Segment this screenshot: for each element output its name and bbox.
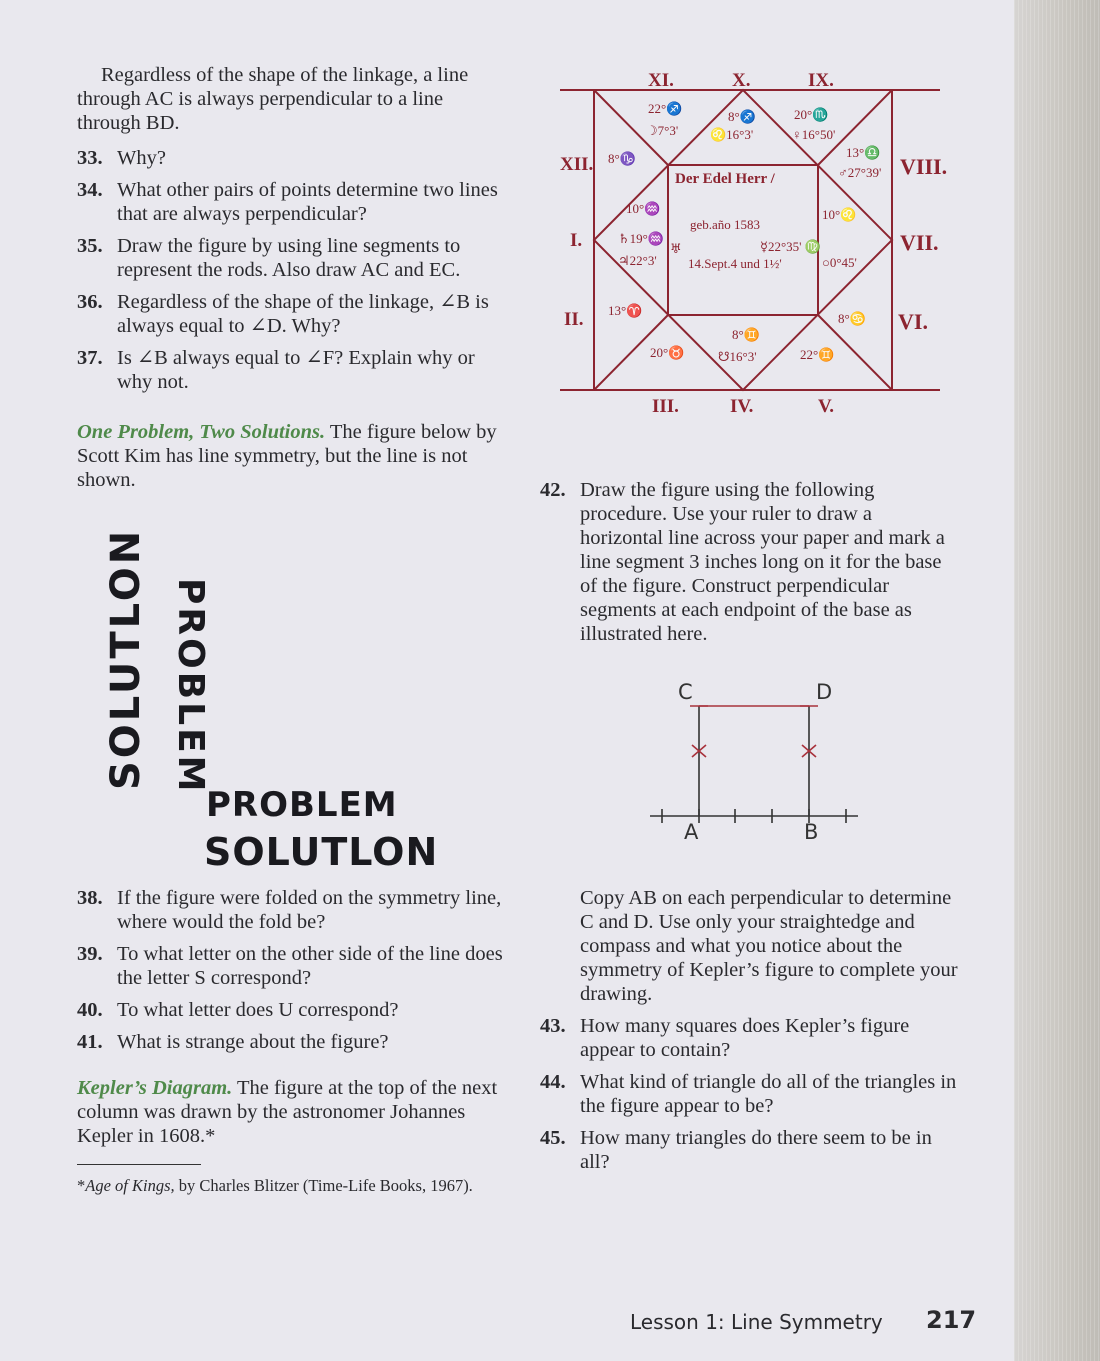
construction-lines	[640, 676, 870, 846]
ambigram-vertical-problem: PROBLEM	[170, 578, 211, 795]
question-number: 34.	[77, 179, 103, 201]
question-text: Regardless of the shape of the linkage, ∠B is always equal to ∠D. Why?	[117, 291, 489, 337]
intro-paragraph: Regardless of the shape of the linkage, a line through AC is always perpendicular to a line through BD.	[77, 64, 469, 134]
kepler-cell: ♀16°50'	[792, 127, 836, 142]
left-column	[77, 63, 507, 492]
question-36	[77, 290, 507, 338]
kepler-cell: 22°♐	[648, 101, 683, 116]
question-number: 37.	[77, 347, 103, 369]
kepler-cell: 8°♑	[608, 151, 636, 166]
kepler-cell: ♂27°39'	[838, 165, 882, 180]
question-text: Draw the figure using the following procedure. Use your ruler to draw a horizontal line across your paper and mark a line segment 3 inches long on it for the base of the figure. Construct perpendicular segments at each endpoint of the base as illustrated here.	[580, 479, 945, 645]
question-text: If the figure were folded on the symmetry line, where would the fold be?	[117, 887, 502, 933]
question-text: What is strange about the figure?	[117, 1031, 389, 1053]
question-38	[77, 886, 507, 934]
question-number: 40.	[77, 999, 103, 1021]
question-number: 33.	[77, 147, 103, 169]
label-c: C	[678, 680, 693, 704]
kepler-diagram	[560, 66, 960, 426]
kepler-cell: 8°♐	[728, 109, 756, 124]
question-number: 39.	[77, 943, 103, 965]
kepler-center-line2: geb.año 1583	[690, 217, 761, 232]
right-column-lower	[540, 886, 960, 1174]
footnote-text: by Charles Blitzer (Time-Life Books, 1967).	[174, 1176, 473, 1195]
kepler-cell: ♃22°3'	[618, 253, 657, 268]
label-d: D	[816, 680, 833, 704]
question-text: What other pairs of points determine two lines that are always perpendicular?	[117, 179, 498, 225]
kepler-house-11: XI.	[648, 70, 674, 91]
right-column	[540, 478, 960, 646]
question-40	[77, 998, 507, 1022]
kepler-center-line3: 14.Sept.4 und 1½'	[688, 256, 782, 271]
kepler-cell: ♄19°♒	[618, 231, 665, 246]
kepler-house-1: I.	[570, 230, 583, 251]
one-problem-text: The figure below by Scott Kim has line symmetry, but the line is not shown.	[77, 421, 497, 491]
kepler-cell: ☽7°3'	[646, 123, 679, 138]
ambigram-vertical-solution: SOLUTLON	[103, 527, 149, 790]
kepler-house-5: V.	[818, 396, 835, 417]
label-b: B	[804, 820, 819, 844]
question-37	[77, 346, 507, 394]
kepler-house-8: VIII.	[900, 154, 948, 179]
question-42	[540, 478, 960, 646]
question-text: To what letter on the other side of the line does the letter S correspond?	[117, 943, 503, 989]
footnote-rule	[77, 1164, 201, 1165]
question-39	[77, 942, 507, 990]
kepler-cell: 20°♏	[794, 107, 829, 122]
kepler-cell: 8°♋	[838, 311, 866, 326]
kepler-house-6: VI.	[898, 309, 928, 334]
question-number: 41.	[77, 1031, 103, 1053]
kepler-house-12: XII.	[560, 154, 594, 175]
question-number: 43.	[540, 1015, 566, 1037]
kepler-house-4: IV.	[730, 396, 754, 417]
kepler-cell: ☿22°35' ♍	[760, 239, 821, 254]
ambigram-horizontal-solution: SOLUTLON	[204, 830, 439, 874]
question-number: 42.	[540, 479, 566, 501]
left-column-lower	[77, 886, 507, 1196]
question-text: What kind of triangle do all of the triangles in the figure appear to be?	[580, 1071, 957, 1117]
question-number: 35.	[77, 235, 103, 257]
kepler-cell: 13°♎	[846, 145, 881, 160]
question-number: 45.	[540, 1127, 566, 1149]
page-number: 217	[926, 1306, 977, 1334]
question-text: How many triangles do there seem to be in all?	[580, 1127, 932, 1173]
footnote: *Age of Kings, by Charles Blitzer (Time-Life Books, 1967).	[77, 1176, 473, 1195]
kepler-cell: 8°♊	[732, 327, 760, 342]
footer-lesson-title: Lesson 1: Line Symmetry	[630, 1310, 883, 1334]
kepler-cell: 10°♌	[822, 207, 857, 222]
questions-38-41	[77, 886, 507, 1054]
ambigram-horizontal-problem: PROBLEM	[206, 785, 398, 825]
question-number: 44.	[540, 1071, 566, 1093]
kepler-text: The figure at the top of the next column was drawn by the astronomer Johannes Kepler in 1608.*	[77, 1077, 498, 1147]
question-34	[77, 178, 507, 226]
kepler-house-2: II.	[564, 309, 584, 330]
question-43	[540, 1014, 960, 1062]
kepler-center-title: Der Edel Herr /	[675, 171, 775, 187]
kepler-heading: Kepler’s Diagram.	[77, 1077, 233, 1099]
question-text: How many squares does Kepler’s figure appear to contain?	[580, 1015, 910, 1061]
question-45	[540, 1126, 960, 1174]
question-41	[77, 1030, 507, 1054]
kepler-cell: ♅	[670, 241, 682, 256]
question-number: 36.	[77, 291, 103, 313]
copy-paragraph: Copy AB on each perpendicular to determine C and D. Use only your straightedge and compass and what you notice about the symmetry of Kepler’s figure to complete your drawing.	[580, 887, 958, 1005]
kepler-house-9: IX.	[808, 70, 834, 91]
question-44	[540, 1070, 960, 1118]
kepler-paragraph	[77, 1076, 507, 1148]
questions-33-37	[77, 146, 507, 394]
kepler-house-10: X.	[732, 70, 751, 91]
construction-figure	[640, 676, 870, 846]
one-problem-heading: One Problem, Two Solutions.	[77, 421, 326, 443]
question-33	[77, 146, 507, 170]
question-text: Why?	[117, 147, 166, 169]
kepler-cell: 20°♉	[650, 345, 685, 360]
kepler-cell: ☋16°3'	[718, 349, 757, 364]
question-text: Is ∠B always equal to ∠F? Explain why or why not.	[117, 347, 475, 393]
kepler-cell: 13°♈	[608, 303, 643, 318]
kepler-cell: ○0°45'	[822, 255, 857, 270]
kepler-cell: 22°♊	[800, 347, 835, 362]
question-text: To what letter does U correspond?	[117, 999, 399, 1021]
footnote-book-title: Age of Kings,	[85, 1176, 175, 1195]
one-problem-paragraph	[77, 420, 507, 492]
kepler-cell: ♌16°3'	[710, 127, 754, 142]
question-35	[77, 234, 507, 282]
page-edge-texture	[1014, 0, 1100, 1361]
kepler-cell: 10°♒	[626, 201, 661, 216]
label-a: A	[684, 820, 699, 844]
kepler-house-3: III.	[652, 396, 679, 417]
question-number: 38.	[77, 887, 103, 909]
kepler-house-7: VII.	[900, 230, 939, 255]
question-text: Draw the figure by using line segments to represent the rods. Also draw AC and EC.	[117, 235, 461, 281]
